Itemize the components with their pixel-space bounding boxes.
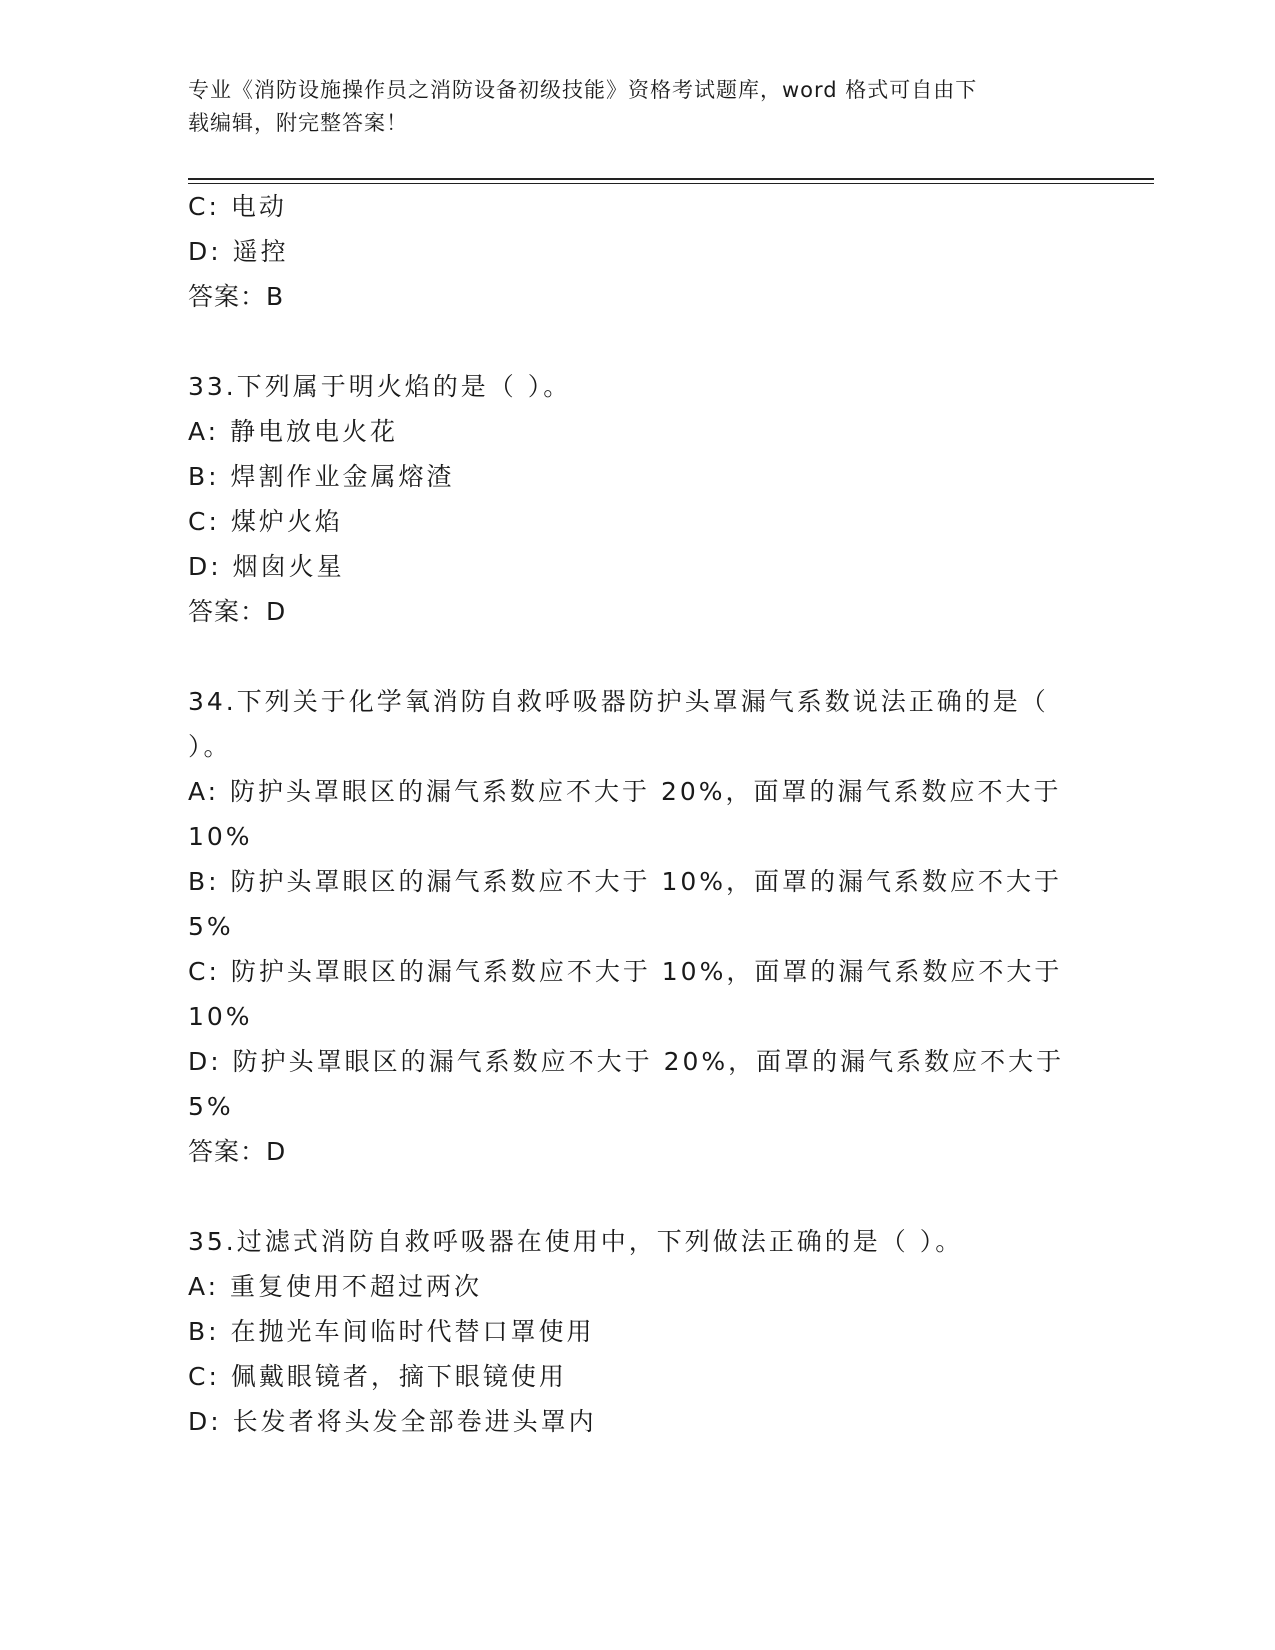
q33-option-d: D: 烟囱火星 <box>188 552 345 581</box>
q33-option-b: B: 焊割作业金属熔渣 <box>188 462 455 491</box>
q34-stem-line-2: ）。 <box>188 732 232 761</box>
q33-option-c: C: 煤炉火焰 <box>188 507 343 536</box>
q34-option-d-cont: 5% <box>188 1092 234 1121</box>
q35-stem: 35.过滤式消防自救呼吸器在使用中，下列做法正确的是（ ）。 <box>188 1227 964 1256</box>
q33-answer: 答案：D <box>188 597 287 626</box>
q32-option-c: C: 电动 <box>188 192 287 221</box>
q34-option-b-cont: 5% <box>188 912 234 941</box>
q34-stem-line-1: 34.下列关于化学氧消防自救呼吸器防护头罩漏气系数说法正确的是（ <box>188 687 1049 716</box>
q34-option-a: A: 防护头罩眼区的漏气系数应不大于 20%，面罩的漏气系数应不大于 <box>188 777 1062 806</box>
header-divider-thick <box>188 178 1154 180</box>
q32-option-d: D: 遥控 <box>188 237 289 266</box>
header-divider-thin <box>188 183 1154 184</box>
header-line-2: 载编辑，附完整答案！ <box>188 111 408 135</box>
q35-option-d: D: 长发者将头发全部卷进头罩内 <box>188 1407 597 1436</box>
q35-option-c: C: 佩戴眼镜者，摘下眼镜使用 <box>188 1362 567 1391</box>
q34-answer: 答案：D <box>188 1137 287 1166</box>
q34-option-c-cont: 10% <box>188 1002 253 1031</box>
q35-option-b: B: 在抛光车间临时代替口罩使用 <box>188 1317 595 1346</box>
q34-option-a-cont: 10% <box>188 822 253 851</box>
header-line-1: 专业《消防设施操作员之消防设备初级技能》资格考试题库，word 格式可自由下 <box>188 78 978 102</box>
q34-option-c: C: 防护头罩眼区的漏气系数应不大于 10%，面罩的漏气系数应不大于 <box>188 957 1063 986</box>
q34-option-b: B: 防护头罩眼区的漏气系数应不大于 10%，面罩的漏气系数应不大于 <box>188 867 1063 896</box>
q33-option-a: A: 静电放电火花 <box>188 417 399 446</box>
q33-stem: 33.下列属于明火焰的是（ ）。 <box>188 372 572 401</box>
q32-answer: 答案：B <box>188 282 285 311</box>
q35-option-a: A: 重复使用不超过两次 <box>188 1272 483 1301</box>
document-header <box>188 74 1068 140</box>
q34-option-d: D: 防护头罩眼区的漏气系数应不大于 20%，面罩的漏气系数应不大于 <box>188 1047 1065 1076</box>
